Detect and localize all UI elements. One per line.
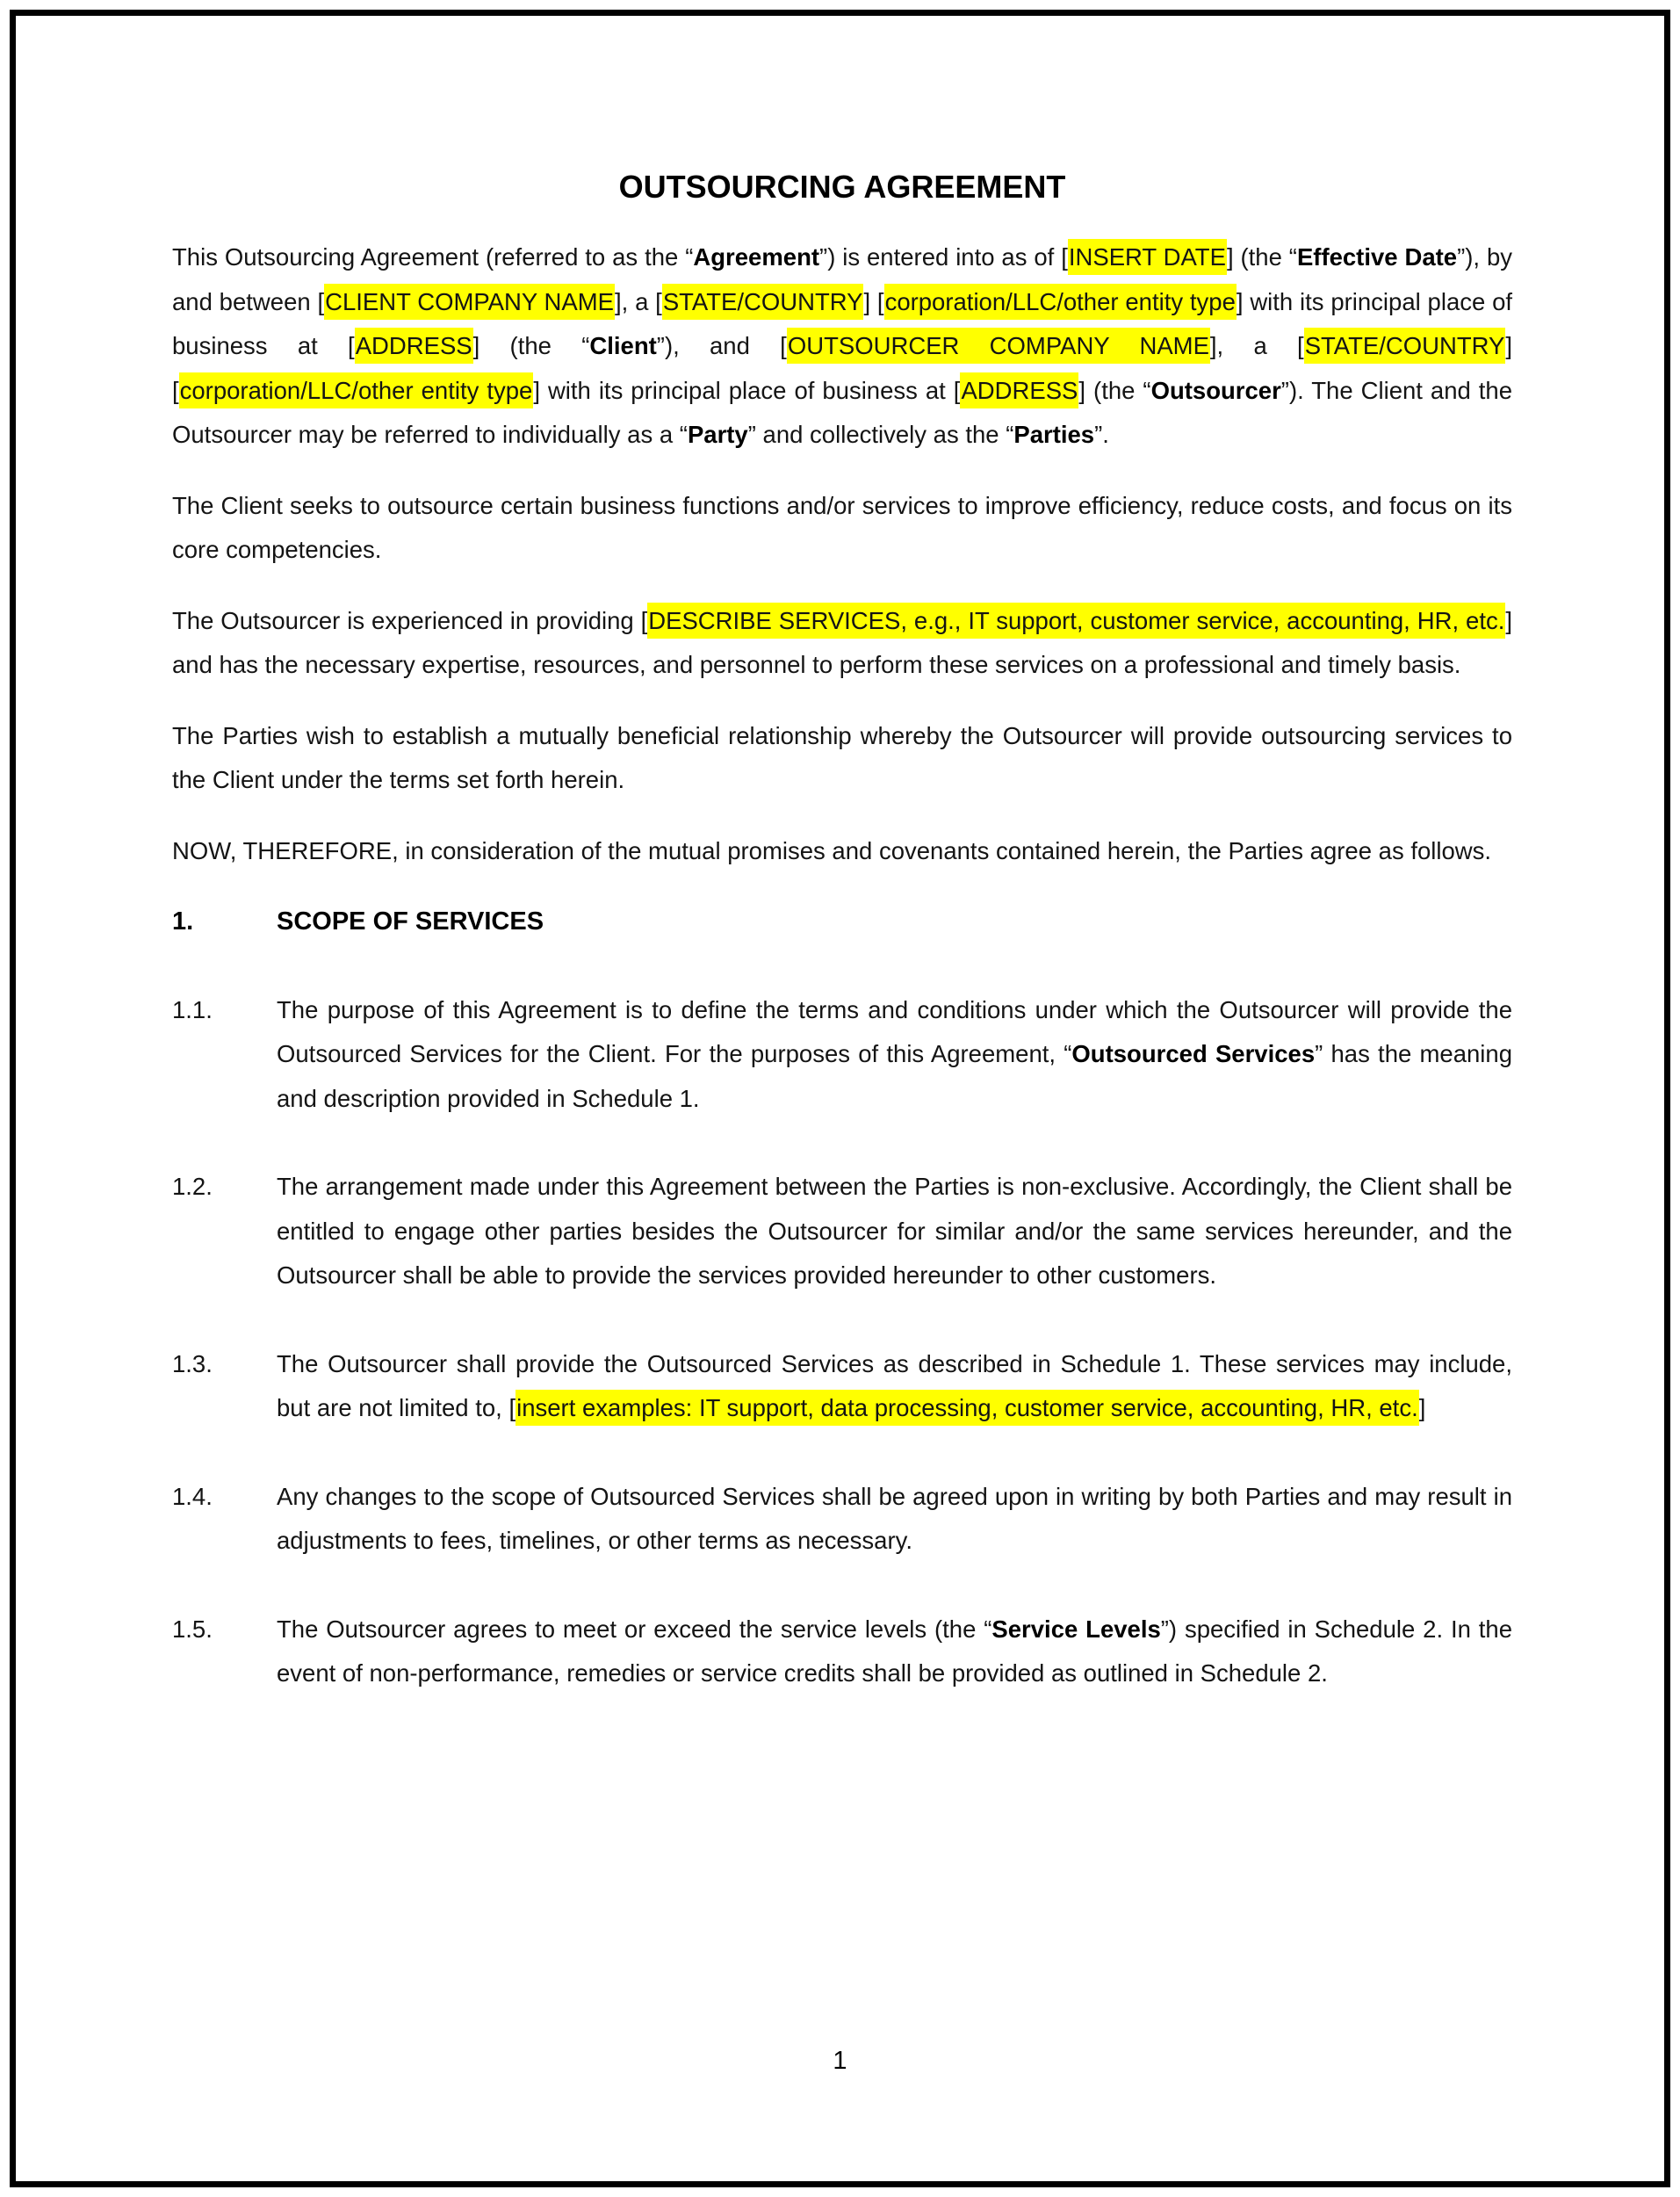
clause-number: 1.5. (172, 1615, 213, 1643)
bold-term: Agreement (693, 243, 820, 271)
highlighted-placeholder: STATE/COUNTRY (662, 284, 864, 320)
document-content (172, 0, 1512, 1740)
numbered-clauses (172, 988, 1512, 1696)
clause-number: 1.4. (172, 1482, 213, 1510)
numbered-clause (172, 988, 1512, 1122)
section-title: SCOPE OF SERVICES (277, 907, 544, 936)
clause-text: The purpose of this Agreement is to define the terms and conditions under which the Outsourcer will provide the Outsourced Services for the Client. For the purposes of this Agreement, “Outsourced Services” has the meaning and description provided in Schedule 1. (277, 995, 1512, 1112)
numbered-clause (172, 1608, 1512, 1696)
highlighted-placeholder: ADDRESS (355, 328, 473, 364)
bold-term: Party (687, 421, 748, 448)
clause-text: The Outsourcer agrees to meet or exceed the service levels (the “Service Levels”) specified in Schedule 2. In the event of non-performance, remedies or service credits shall be provided as outlined in Schedule 2. (277, 1615, 1512, 1687)
section-number: 1. (172, 907, 194, 936)
highlighted-placeholder: OUTSOURCER COMPANY NAME (787, 328, 1210, 364)
highlighted-placeholder: DESCRIBE SERVICES, e.g., IT support, customer service, accounting, HR, etc. (647, 603, 1505, 639)
bold-term: Outsourced Services (1071, 1040, 1316, 1067)
bold-term: Service Levels (991, 1615, 1161, 1643)
numbered-clause (172, 1165, 1512, 1298)
bold-term: Outsourcer (1150, 376, 1281, 404)
numbered-clause (172, 1342, 1512, 1431)
numbered-clause (172, 1475, 1512, 1564)
bold-term: Parties (1013, 421, 1095, 448)
highlighted-placeholder: ADDRESS (960, 372, 1078, 408)
paragraph: The Outsourcer is experienced in providing [DESCRIBE SERVICES, e.g., IT support, customer service, accounting, HR, etc.] and has the necessary expertise, resources, and personnel to perform these services on a professional and timely basis. (172, 599, 1512, 688)
clause-number: 1.2. (172, 1173, 213, 1200)
clause-text: The Outsourcer shall provide the Outsourced Services as described in Schedule 1. These services may include, but are not limited to, [insert examples: IT support, data processing, customer service, accounting, HR, etc.] (277, 1342, 1512, 1431)
paragraph: The Parties wish to establish a mutually beneficial relationship whereby the Outsourcer will provide outsourcing services to the Client under the terms set forth herein. (172, 721, 1512, 793)
bold-term: Effective Date (1296, 243, 1458, 271)
bold-term: Client (589, 332, 657, 359)
paragraph: This Outsourcing Agreement (referred to as the “Agreement”) is entered into as of [INSERT DATE] (the “Effective Date”), by and between [CLIENT COMPANY NAME], a [STATE/COUNTRY] [corporation/LLC/other entity type] with its principal place of business at [ADDRESS] (the “Client”), and [OUTSOURCER COMPANY NAME], a [STATE/COUNTRY] [corporation/LLC/other entity type] with its principal place of business at [ADDRESS] (the “Outsourcer”). The Client and the Outsourcer may be referred to individually as a “Party” and collectively as the “Parties”. (172, 235, 1512, 458)
clause-text: Any changes to the scope of Outsourced Services shall be agreed upon in writing by both Parties and may result in adjustments to fees, timelines, or other terms as necessary. (277, 1482, 1512, 1554)
highlighted-placeholder: INSERT DATE (1068, 239, 1227, 275)
section-heading (172, 900, 1512, 944)
highlighted-placeholder: CLIENT COMPANY NAME (324, 284, 615, 320)
clause-text: The arrangement made under this Agreement between the Parties is non-exclusive. Accordingly, the Client shall be entitled to engage other parties besides the Outsourcer for similar and/or the same services hereunder, and the Outsourcer shall be able to provide the services provided hereunder to other customers. (277, 1173, 1512, 1289)
paragraph: NOW, THEREFORE, in consideration of the mutual promises and covenants contained herein, the Parties agree as follows. (172, 836, 1492, 864)
clause-number: 1.3. (172, 1349, 213, 1377)
highlighted-placeholder: insert examples: IT support, data processing, customer service, accounting, HR, etc. (516, 1390, 1419, 1426)
highlighted-placeholder: corporation/LLC/other entity type (179, 372, 534, 408)
clause-number: 1.1. (172, 995, 213, 1023)
page-number: 1 (833, 2047, 847, 2075)
paragraph: The Client seeks to outsource certain business functions and/or services to improve efficiency, reduce costs, and focus on its core competencies. (172, 491, 1512, 563)
document-title: OUTSOURCING AGREEMENT (618, 169, 1066, 205)
highlighted-placeholder: corporation/LLC/other entity type (884, 284, 1237, 320)
highlighted-placeholder: STATE/COUNTRY (1304, 328, 1506, 364)
intro-paragraphs (172, 235, 1512, 873)
